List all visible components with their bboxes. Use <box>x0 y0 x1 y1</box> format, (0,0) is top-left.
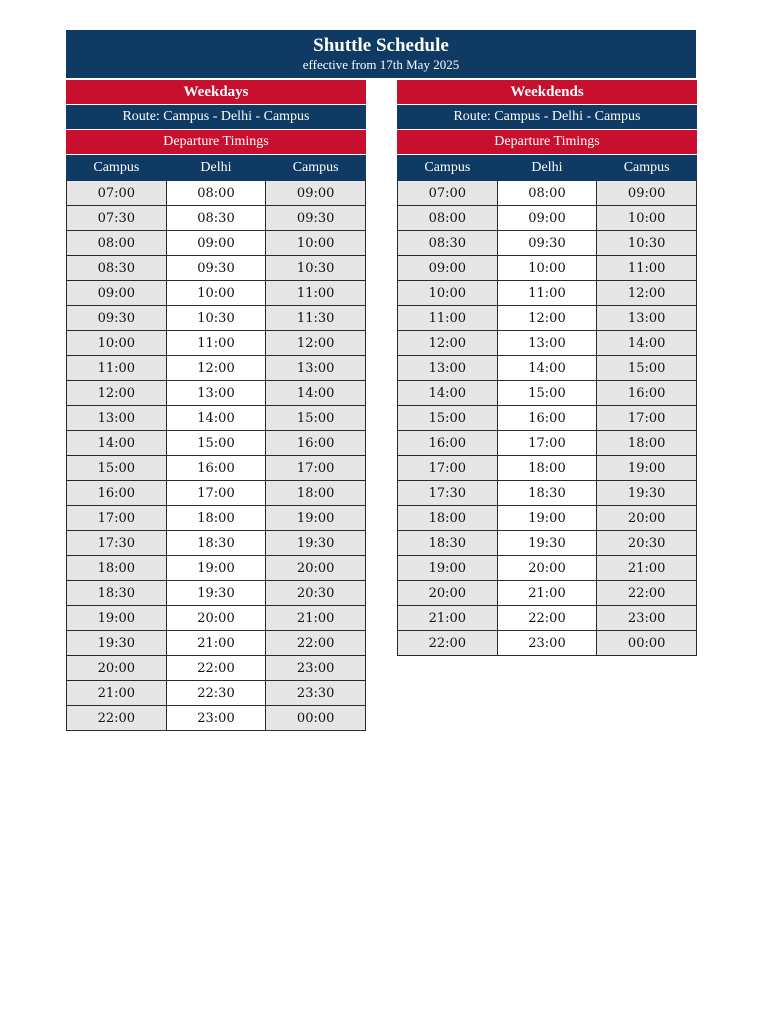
time-cell: 09:00 <box>597 181 697 206</box>
table-row <box>398 631 697 656</box>
time-cell: 12:00 <box>266 331 366 356</box>
time-cell: 08:00 <box>398 206 498 231</box>
column-header-campus-return: Campus <box>597 156 697 181</box>
table-row <box>67 606 366 631</box>
time-cell: 13:00 <box>166 381 266 406</box>
time-cell: 23:30 <box>266 681 366 706</box>
time-cell: 19:30 <box>67 631 167 656</box>
table-row <box>67 631 366 656</box>
time-cell: 07:00 <box>67 181 167 206</box>
column-header-campus: Campus <box>67 156 167 181</box>
time-cell: 07:30 <box>67 206 167 231</box>
table-row <box>67 281 366 306</box>
effective-date: effective from 17th May 2025 <box>302 57 460 72</box>
time-cell: 18:30 <box>497 481 597 506</box>
time-cell: 10:00 <box>67 331 167 356</box>
weekends-route: Route: Campus - Delhi - Campus <box>397 105 697 129</box>
time-cell: 17:30 <box>398 481 498 506</box>
time-cell: 19:00 <box>398 556 498 581</box>
time-cell: 14:00 <box>166 406 266 431</box>
time-cell: 16:00 <box>597 381 697 406</box>
time-cell: 09:30 <box>497 231 597 256</box>
time-cell: 20:30 <box>266 581 366 606</box>
time-cell: 08:30 <box>398 231 498 256</box>
table-row <box>398 606 697 631</box>
time-cell: 00:00 <box>266 706 366 731</box>
time-cell: 18:00 <box>497 456 597 481</box>
time-cell: 09:30 <box>67 306 167 331</box>
time-cell: 13:00 <box>497 331 597 356</box>
table-row <box>67 206 366 231</box>
table-row <box>67 306 366 331</box>
time-cell: 20:00 <box>597 506 697 531</box>
time-cell: 08:00 <box>497 181 597 206</box>
table-row <box>398 556 697 581</box>
time-cell: 14:00 <box>266 381 366 406</box>
table-row <box>67 531 366 556</box>
table-row <box>67 581 366 606</box>
schedule-header <box>66 30 696 78</box>
time-cell: 22:00 <box>597 581 697 606</box>
time-cell: 21:00 <box>597 556 697 581</box>
time-cell: 09:00 <box>497 206 597 231</box>
time-cell: 22:00 <box>166 656 266 681</box>
weekends-table <box>397 155 697 656</box>
time-cell: 11:30 <box>266 306 366 331</box>
time-cell: 08:00 <box>67 231 167 256</box>
table-row <box>398 531 697 556</box>
time-cell: 10:30 <box>266 256 366 281</box>
table-row <box>67 556 366 581</box>
time-cell: 18:00 <box>266 481 366 506</box>
time-cell: 09:00 <box>67 281 167 306</box>
weekdays-panel <box>66 80 366 731</box>
table-row <box>67 431 366 456</box>
time-cell: 10:30 <box>166 306 266 331</box>
time-cell: 23:00 <box>597 606 697 631</box>
time-cell: 07:00 <box>398 181 498 206</box>
weekdays-departure-label: Departure Timings <box>66 130 366 154</box>
time-cell: 21:00 <box>497 581 597 606</box>
time-cell: 19:00 <box>266 506 366 531</box>
time-cell: 21:00 <box>166 631 266 656</box>
time-cell: 15:00 <box>67 456 167 481</box>
time-cell: 17:00 <box>497 431 597 456</box>
table-row <box>67 406 366 431</box>
table-row <box>67 331 366 356</box>
time-cell: 11:00 <box>597 256 697 281</box>
time-cell: 19:00 <box>166 556 266 581</box>
time-cell: 15:00 <box>266 406 366 431</box>
time-cell: 18:00 <box>597 431 697 456</box>
time-cell: 08:00 <box>166 181 266 206</box>
time-cell: 20:30 <box>597 531 697 556</box>
time-cell: 13:00 <box>398 356 498 381</box>
time-cell: 12:00 <box>398 331 498 356</box>
table-row <box>67 456 366 481</box>
time-cell: 14:00 <box>497 356 597 381</box>
time-cell: 12:00 <box>597 281 697 306</box>
table-row <box>398 381 697 406</box>
table-row <box>67 706 366 731</box>
time-cell: 08:30 <box>67 256 167 281</box>
weekends-label: Weekdends <box>397 80 697 104</box>
time-cell: 19:30 <box>597 481 697 506</box>
time-cell: 18:00 <box>398 506 498 531</box>
time-cell: 17:30 <box>67 531 167 556</box>
time-cell: 20:00 <box>266 556 366 581</box>
time-cell: 15:00 <box>597 356 697 381</box>
time-cell: 20:00 <box>497 556 597 581</box>
table-row <box>398 306 697 331</box>
time-cell: 20:00 <box>67 656 167 681</box>
time-cell: 19:00 <box>497 506 597 531</box>
table-row <box>398 581 697 606</box>
time-cell: 20:00 <box>166 606 266 631</box>
table-row <box>398 256 697 281</box>
column-header-delhi: Delhi <box>497 156 597 181</box>
time-cell: 19:00 <box>67 606 167 631</box>
time-cell: 16:00 <box>67 481 167 506</box>
time-cell: 22:00 <box>497 606 597 631</box>
table-row <box>67 181 366 206</box>
time-cell: 21:00 <box>266 606 366 631</box>
time-cell: 18:00 <box>67 556 167 581</box>
time-cell: 22:00 <box>67 706 167 731</box>
weekends-table-body <box>398 181 697 656</box>
time-cell: 00:00 <box>597 631 697 656</box>
table-row <box>398 281 697 306</box>
weekends-panel <box>397 80 697 656</box>
time-cell: 11:00 <box>497 281 597 306</box>
time-cell: 09:30 <box>266 206 366 231</box>
table-row <box>67 681 366 706</box>
time-cell: 11:00 <box>266 281 366 306</box>
time-cell: 17:00 <box>266 456 366 481</box>
weekdays-table <box>66 155 366 731</box>
time-cell: 11:00 <box>67 356 167 381</box>
time-cell: 09:00 <box>398 256 498 281</box>
time-cell: 16:00 <box>266 431 366 456</box>
time-cell: 20:00 <box>398 581 498 606</box>
weekends-header-row <box>398 156 697 181</box>
time-cell: 15:00 <box>166 431 266 456</box>
weekdays-route: Route: Campus - Delhi - Campus <box>66 105 366 129</box>
time-cell: 23:00 <box>166 706 266 731</box>
time-cell: 18:30 <box>67 581 167 606</box>
time-cell: 23:00 <box>497 631 597 656</box>
table-row <box>398 506 697 531</box>
time-cell: 22:00 <box>266 631 366 656</box>
table-row <box>67 506 366 531</box>
time-cell: 12:00 <box>67 381 167 406</box>
time-cell: 19:30 <box>266 531 366 556</box>
time-cell: 10:00 <box>398 281 498 306</box>
table-row <box>67 381 366 406</box>
table-row <box>67 256 366 281</box>
time-cell: 13:00 <box>266 356 366 381</box>
time-cell: 14:00 <box>597 331 697 356</box>
time-cell: 10:00 <box>597 206 697 231</box>
time-cell: 19:00 <box>597 456 697 481</box>
time-cell: 11:00 <box>166 331 266 356</box>
time-cell: 10:00 <box>266 231 366 256</box>
table-row <box>67 481 366 506</box>
table-row <box>398 181 697 206</box>
weekdays-label: Weekdays <box>66 80 366 104</box>
column-header-delhi: Delhi <box>166 156 266 181</box>
table-row <box>67 356 366 381</box>
table-row <box>398 206 697 231</box>
column-header-campus: Campus <box>398 156 498 181</box>
table-row <box>398 481 697 506</box>
time-cell: 10:30 <box>597 231 697 256</box>
table-row <box>398 356 697 381</box>
table-row <box>67 231 366 256</box>
time-cell: 21:00 <box>398 606 498 631</box>
time-cell: 09:00 <box>166 231 266 256</box>
time-cell: 18:00 <box>166 506 266 531</box>
time-cell: 09:30 <box>166 256 266 281</box>
time-cell: 11:00 <box>398 306 498 331</box>
time-cell: 10:00 <box>166 281 266 306</box>
time-cell: 16:00 <box>398 431 498 456</box>
table-row <box>398 331 697 356</box>
time-cell: 16:00 <box>166 456 266 481</box>
table-row <box>398 406 697 431</box>
time-cell: 15:00 <box>398 406 498 431</box>
time-cell: 14:00 <box>67 431 167 456</box>
weekdays-header-row <box>67 156 366 181</box>
table-row <box>398 231 697 256</box>
time-cell: 15:00 <box>497 381 597 406</box>
time-cell: 16:00 <box>497 406 597 431</box>
time-cell: 18:30 <box>166 531 266 556</box>
table-row <box>398 431 697 456</box>
time-cell: 22:30 <box>166 681 266 706</box>
time-cell: 12:00 <box>497 306 597 331</box>
time-cell: 19:30 <box>166 581 266 606</box>
time-cell: 17:00 <box>166 481 266 506</box>
table-row <box>398 456 697 481</box>
time-cell: 22:00 <box>398 631 498 656</box>
time-cell: 19:30 <box>497 531 597 556</box>
time-cell: 14:00 <box>398 381 498 406</box>
time-cell: 12:00 <box>166 356 266 381</box>
time-cell: 21:00 <box>67 681 167 706</box>
time-cell: 17:00 <box>67 506 167 531</box>
time-cell: 17:00 <box>398 456 498 481</box>
time-cell: 18:30 <box>398 531 498 556</box>
table-row <box>67 656 366 681</box>
time-cell: 08:30 <box>166 206 266 231</box>
weekends-departure-label: Departure Timings <box>397 130 697 154</box>
time-cell: 13:00 <box>67 406 167 431</box>
time-cell: 23:00 <box>266 656 366 681</box>
weekdays-table-body <box>67 181 366 731</box>
time-cell: 13:00 <box>597 306 697 331</box>
page-title: Shuttle Schedule <box>313 35 449 56</box>
column-header-campus-return: Campus <box>266 156 366 181</box>
time-cell: 10:00 <box>497 256 597 281</box>
time-cell: 17:00 <box>597 406 697 431</box>
time-cell: 09:00 <box>266 181 366 206</box>
